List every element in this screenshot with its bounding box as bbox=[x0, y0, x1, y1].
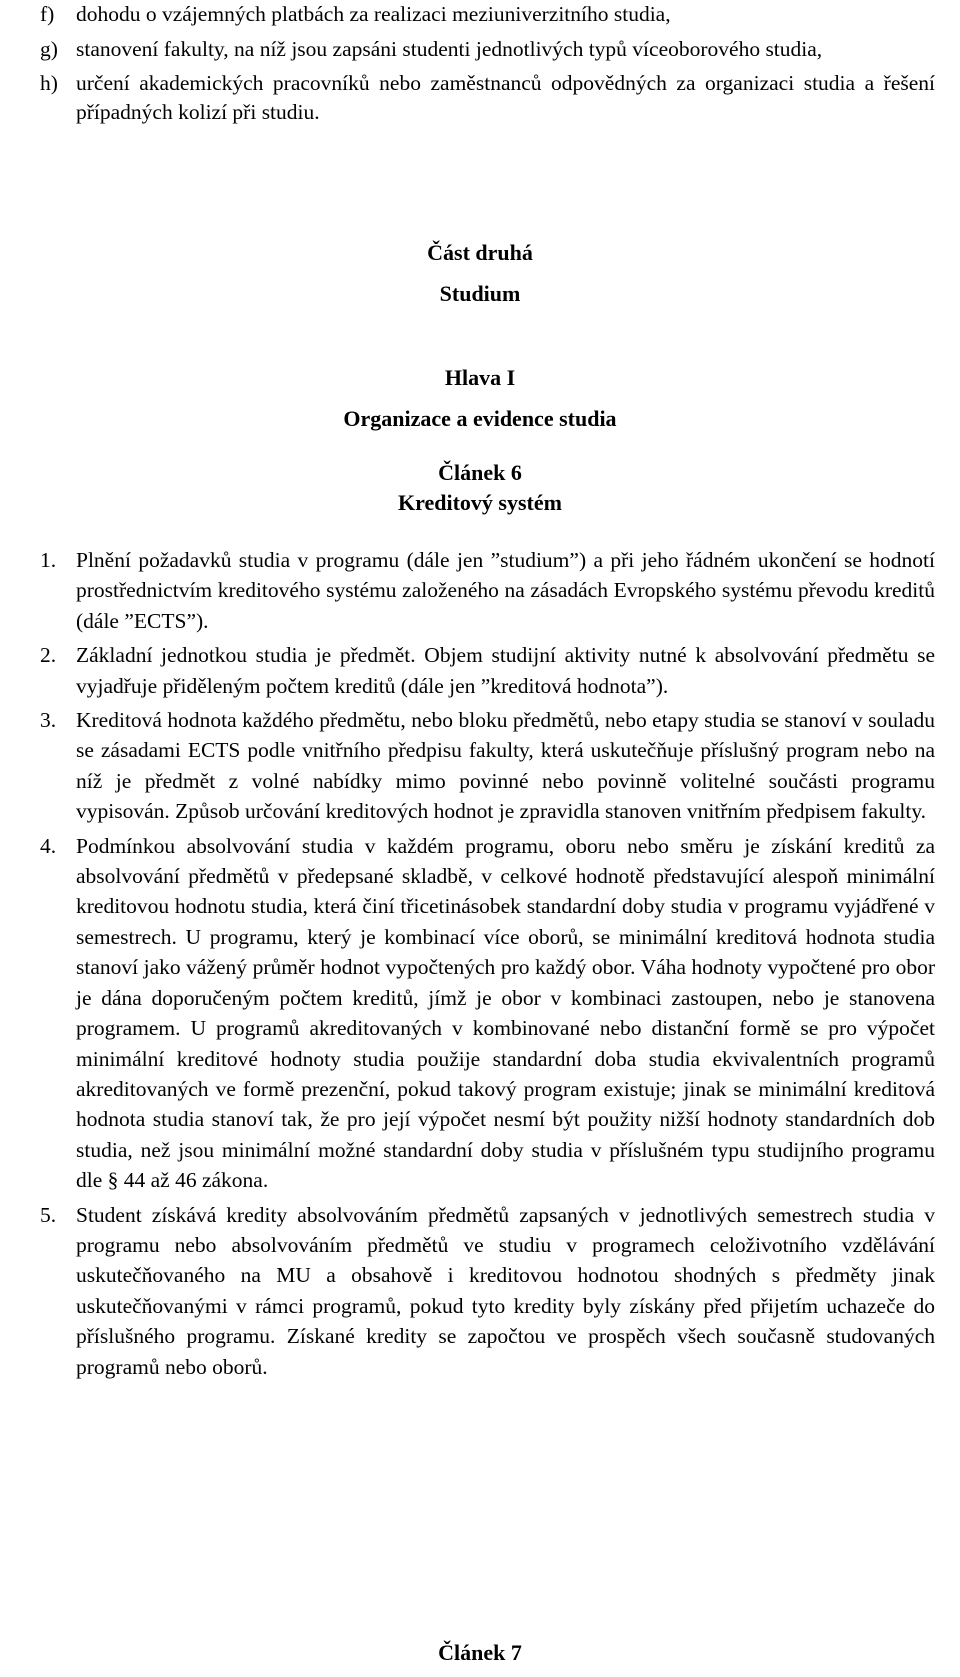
paragraph-text: Podmínkou absolvování studia v každém programu, oboru nebo směru je získání kreditů za absolvování předmětů v předepsané skladbě, v celkové hodnotě představující alespoň minimální kreditovou hodnotu studia, která činí třicetinásobek standardní doby studia v programu vyjádřené v semestrech. U programu, který je kombinací více oborů, se minimální kreditová hodnota studia stanoví jako vážený průměr hodnot vypočtených pro každý obor. Váha hodnoty vypočtené pro obor je dána doporučeným počtem kreditů, jímž je obor v kombinaci zastoupen, nebo je stanovena programem. U programů akreditovaných v kombinované nebo distanční formě se pro výpočet minimální kreditové hodnoty studia použije standardní doba studia ekvivalentních programů akreditovaných ve formě prezenční, pokud takový program existuje; jinak se minimální kreditová hodnota studia stanoví tak, že pro její výpočet nesmí být použity nižší hodnoty standardních dob studia, než jsou minimální možné standardní doby studia v příslušném typu studijního programu dle § 44 až 46 zákona. bbox=[76, 833, 935, 1193]
article-body bbox=[40, 545, 935, 1386]
paragraph bbox=[40, 545, 935, 636]
paragraph-text: Plnění požadavků studia v programu (dále jen ”studium”) a při jeho řádném ukončení se hodnotí prostřednictvím kreditového systému založeného na zásadách Evropského systému převodu kreditů (dále ”ECTS”). bbox=[76, 548, 935, 633]
paragraph-number: 3. bbox=[40, 708, 57, 733]
chapter-title: Organizace a evidence studia bbox=[343, 406, 617, 431]
paragraph bbox=[40, 640, 935, 701]
list-item bbox=[40, 0, 935, 29]
paragraph-text: Základní jednotkou studia je předmět. Objem studijní aktivity nutné k absolvování předmětu se vyjadřuje přiděleným počtem kreditů (dále jen ”kreditová hodnota”). bbox=[76, 643, 935, 698]
article-title: Kreditový systém bbox=[398, 490, 562, 515]
paragraph bbox=[40, 1200, 935, 1382]
list-marker: h) bbox=[40, 71, 58, 95]
list-item-text: dohodu o vzájemných platbách za realizaci meziuniverzitního studia, bbox=[76, 2, 671, 26]
list-marker: g) bbox=[40, 36, 58, 61]
part-title: Studium bbox=[439, 281, 521, 306]
paragraph-number: 5. bbox=[40, 1202, 57, 1227]
list-marker: f) bbox=[40, 2, 55, 26]
list-item-text: stanovení fakulty, na níž jsou zapsáni studenti jednotlivých typů víceoborového studia, bbox=[76, 36, 823, 61]
part-heading: Část druhá bbox=[427, 240, 533, 265]
paragraph-text: Kreditová hodnota každého předmětu, nebo bloku předmětů, nebo etapy studia se stanoví v souladu se zásadami ECTS podle vnitřního předpisu fakulty, která uskutečňuje příslušný program nebo na níž je předmět z volné nabídky mimo povinné nebo povinně volitelné součásti programu vypisován. Způsob určování kreditových hodnot je zpravidla stanoven vnitřním předpisem fakulty. bbox=[76, 708, 935, 824]
next-article-heading: Článek 7 bbox=[438, 1640, 522, 1665]
list-item bbox=[40, 69, 935, 126]
paragraph bbox=[40, 705, 935, 827]
list-item-text: určení akademických pracovníků nebo zaměstnanců odpovědných za organizaci studia a řešení případných kolizí při studiu. bbox=[76, 71, 935, 124]
list-item bbox=[40, 35, 935, 64]
top-list bbox=[40, 0, 935, 126]
paragraph-text: Student získává kredity absolvováním předmětů zapsaných v jednotlivých semestrech studia v programu nebo absolvováním předmětů ve studiu v programech celoživotního vzdělávání uskutečňovaného na MU a obsahově i kreditovou hodnotou shodných s předměty jinak uskutečňovanými v rámci programů, pokud tyto kredity byly získány před přijetím uchazeče do příslušného programu. Získané kredity se započtou ve prospěch všech současně studovaných programů nebo oborů. bbox=[76, 1202, 935, 1379]
paragraph bbox=[40, 831, 935, 1196]
article-heading: Článek 6 bbox=[438, 460, 522, 485]
paragraph-number: 4. bbox=[40, 833, 57, 858]
paragraph-number: 2. bbox=[40, 643, 57, 668]
chapter-heading: Hlava I bbox=[444, 365, 516, 390]
paragraph-number: 1. bbox=[40, 548, 57, 572]
